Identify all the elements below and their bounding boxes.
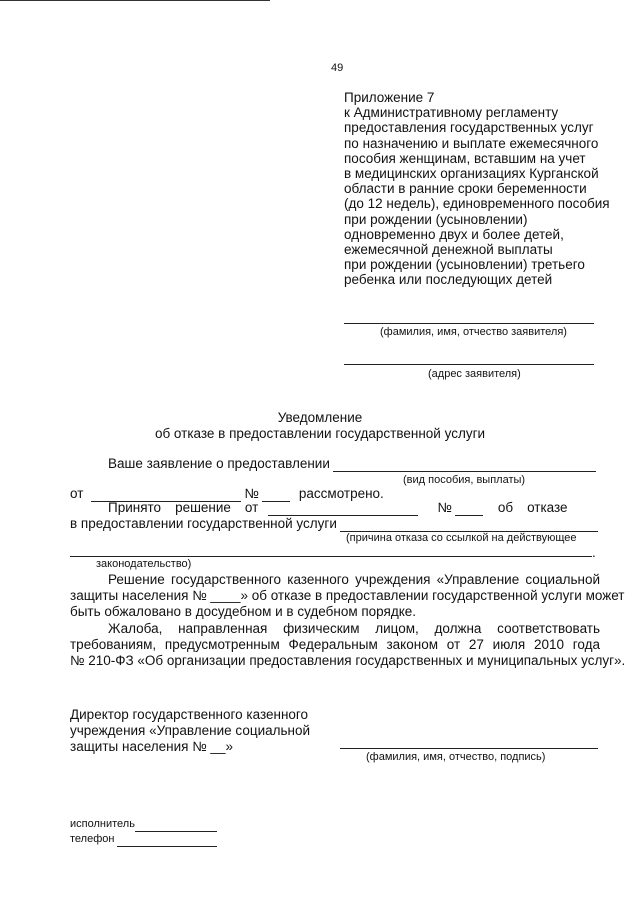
signature-line — [340, 748, 598, 749]
application-prefix: Ваше заявление о предоставлении — [108, 456, 330, 471]
applicant-name-caption: (фамилия, имя, отчество заявителя) — [380, 326, 567, 338]
appendix-line: пособия женщинам, вставшим на учет — [344, 150, 586, 166]
applicant-address-caption: (адрес заявителя) — [428, 368, 521, 380]
appendix-line: (до 12 недель), единовременного пособия — [344, 196, 610, 212]
phone-line — [117, 834, 217, 847]
decision-row — [108, 500, 598, 516]
refusal-number-line — [455, 503, 483, 516]
appeal-text-line-2: защиты населения № ____» об отказе в предоставлении государственной услуги может — [70, 588, 625, 603]
executor-row — [70, 816, 220, 832]
appendix-line: в медицинских организациях Курганской — [344, 166, 599, 181]
reason-continuation-line — [70, 556, 592, 557]
appendix-line: при рождении (усыновлении) третьего — [344, 257, 585, 273]
refusal-word: об — [497, 500, 514, 515]
refusal-number-label: № — [437, 500, 452, 515]
reason-line — [340, 519, 598, 532]
service-prefix: в предоставлении государственной услуги — [70, 516, 337, 531]
appeal-text-line-1: Решение государственного казенного учреждения «Управление социальной — [108, 572, 600, 587]
appendix-line: Приложение 7 — [344, 90, 435, 105]
director-line-3: защиты населения № __» — [70, 739, 233, 754]
decision-date-line — [268, 503, 418, 516]
reason-end-dot: . — [592, 545, 596, 560]
from-label: от — [70, 486, 84, 501]
appendix-line: области в ранние сроки беременности — [344, 181, 587, 197]
applicant-address-line — [344, 364, 594, 365]
number-label: № — [244, 486, 259, 501]
application-row — [108, 456, 596, 472]
appendix-line: ребенка или последующих детей — [344, 272, 553, 288]
phone-row — [70, 831, 220, 847]
executor-label: исполнитель — [70, 818, 135, 830]
reason-caption: (причина отказа со ссылкой на действующее — [346, 532, 577, 544]
service-row — [70, 516, 598, 532]
director-line-2: учреждения «Управление социальной — [70, 723, 311, 738]
signature-caption: (фамилия, имя, отчество, подпись) — [366, 751, 546, 763]
benefit-type-line — [333, 459, 596, 472]
appendix-line: к Административному регламенту — [344, 105, 559, 121]
appendix-line: ежемесячной денежной выплаты — [344, 242, 553, 257]
legislation-caption: законодательство) — [96, 558, 192, 570]
decision-word-2: решение — [175, 500, 231, 515]
applicant-name-line — [344, 323, 594, 324]
appeal-text-line-3: быть обжаловано в досудебном и в судебном порядке. — [70, 604, 417, 619]
complaint-text-line-2: требованиям, предусмотренным Федеральным законом от 27 июля 2010 года — [70, 637, 600, 652]
complaint-text-line-3: № 210-ФЗ «Об организации предоставления государственных и муниципальных услуг». — [70, 653, 626, 668]
decision-word-3: от — [244, 500, 259, 515]
director-line-1: Директор государственного казенного — [70, 707, 309, 722]
page-number: 49 — [331, 62, 344, 74]
complaint-text-line-1: Жалоба, направленная физическим лицом, должна соответствовать — [108, 621, 600, 636]
appendix-line: одновременно двух и более детей, — [344, 226, 564, 242]
notice-subtitle: об отказе в предоставлении государственной услуги — [154, 426, 486, 441]
benefit-caption: (вид пособия, выплаты) — [403, 474, 526, 486]
top-edge-line — [0, 0, 270, 1]
refusal-word-2: отказе — [527, 500, 568, 515]
appendix-line: при рождении (усыновлении) — [344, 211, 528, 227]
notice-title: Уведомление — [277, 410, 363, 425]
phone-label: телефон — [70, 833, 115, 845]
reviewed-label: рассмотрено. — [298, 486, 384, 501]
appendix-line: по назначению и выплате ежемесячного — [344, 135, 599, 151]
decision-word-1: Принято — [108, 500, 162, 515]
appendix-line: предоставления государственных услуг — [344, 120, 594, 136]
